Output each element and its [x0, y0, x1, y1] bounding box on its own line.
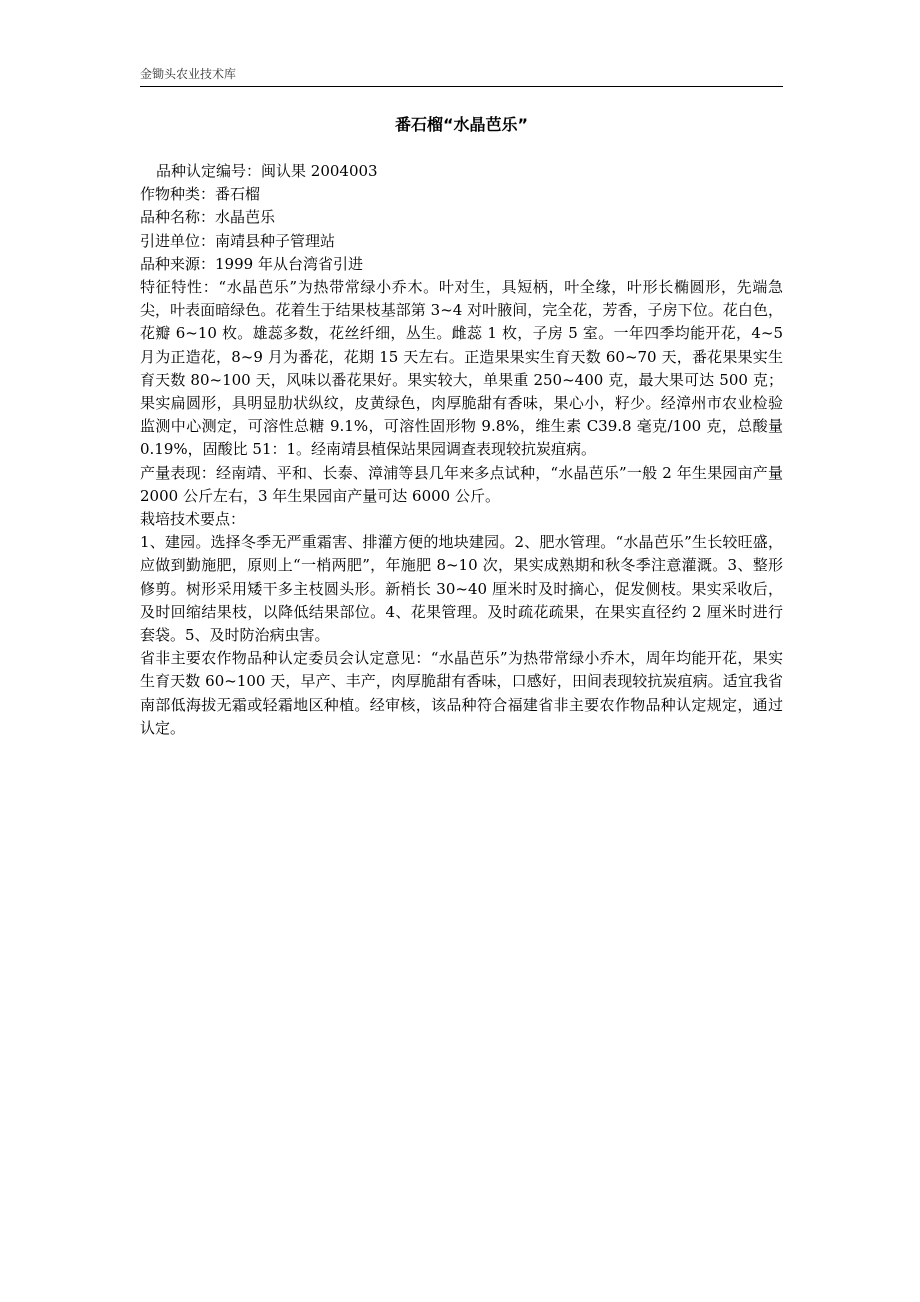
intro-unit-line: 引进单位：南靖县种子管理站: [140, 231, 336, 250]
opinion-paragraph: 省非主要农作物品种认定委员会认定意见：“水晶芭乐”为热带常绿小乔木，周年均能开花，果实生育天数 60~100 天，早产、丰产，肉厚脆甜有香味，口感好，田间表现较抗炭疽病。适宜我省南部低海拔无霜或轻霜地区种植。经审核，该品种符合福建省非主要农作物品种认定规定，通过认定。: [140, 649, 783, 737]
document-body: [140, 160, 783, 740]
yield-paragraph: 产量表现：经南靖、平和、长泰、漳浦等县几年来多点试种，“水晶芭乐”一般 2 年生果园亩产量 2000 公斤左右，3 年生果园亩产量可达 6000 公斤。: [140, 463, 783, 505]
crop-type-line: 作物种类：番石榴: [140, 185, 261, 204]
cert-number-line: 品种认定编号：闽认果 2004003: [156, 162, 378, 180]
variety-name-line: 品种名称：水晶芭乐: [140, 208, 276, 227]
header-text: 金锄头农业技术库: [140, 67, 237, 81]
document-title: 番石榴“水晶芭乐”: [394, 115, 529, 134]
source-line: 品种来源：1999 年从台湾省引进: [140, 254, 363, 273]
cultivation-heading: 栽培技术要点：: [140, 510, 246, 529]
cultivation-paragraph: 1、建园。选择冬季无严重霜害、排灌方便的地块建园。2、肥水管理。“水晶芭乐”生长较旺盛，应做到勤施肥，原则上“一梢两肥”，年施肥 8~10 次，果实成熟期和秋冬季注意灌溉。3、整形修剪。树形采用矮干多主枝圆头形。新梢长 30~40 厘米时及时摘心，促发侧枝。果实采收后，及时回缩结果枝，以降低结果部位。4、花果管理。及时疏花疏果，在果实直径约 2 厘米时进行套袋。5、及时防治病虫害。: [140, 533, 783, 645]
page-header: [140, 64, 783, 87]
characteristics-paragraph: 特征特性：“水晶芭乐”为热带常绿小乔木。叶对生，具短柄，叶全缘，叶形长椭圆形，先端急尖，叶表面暗绿色。花着生于结果枝基部第 3~4 对叶腋间，完全花，芳香，子房下位。花白色，花瓣 6~10 枚。雄蕊多数，花丝纤细，丛生。雌蕊 1 枚，子房 5 室。一年四季均能开花，4~5 月为正造花，8~9 月为番花，花期 15 天左右。正造果果实生育天数 60~70 天，番花果果实生育天数 80~100 天，风味以番花果好。果实较大，单果重 250~400 克，最大果可达 500 克；果实扁圆形，具明显肋状纵纹，皮黄绿色，肉厚脆甜有香味，果心小，籽少。经漳州市农业检验监测中心测定，可溶性总糖 9.1%，可溶性固形物 9.8%，维生素 C39.8 毫克/100 克，总酸量 0.19%，固酸比 51：1。经南靖县植保站果园调查表现较抗炭疽病。: [140, 278, 783, 459]
